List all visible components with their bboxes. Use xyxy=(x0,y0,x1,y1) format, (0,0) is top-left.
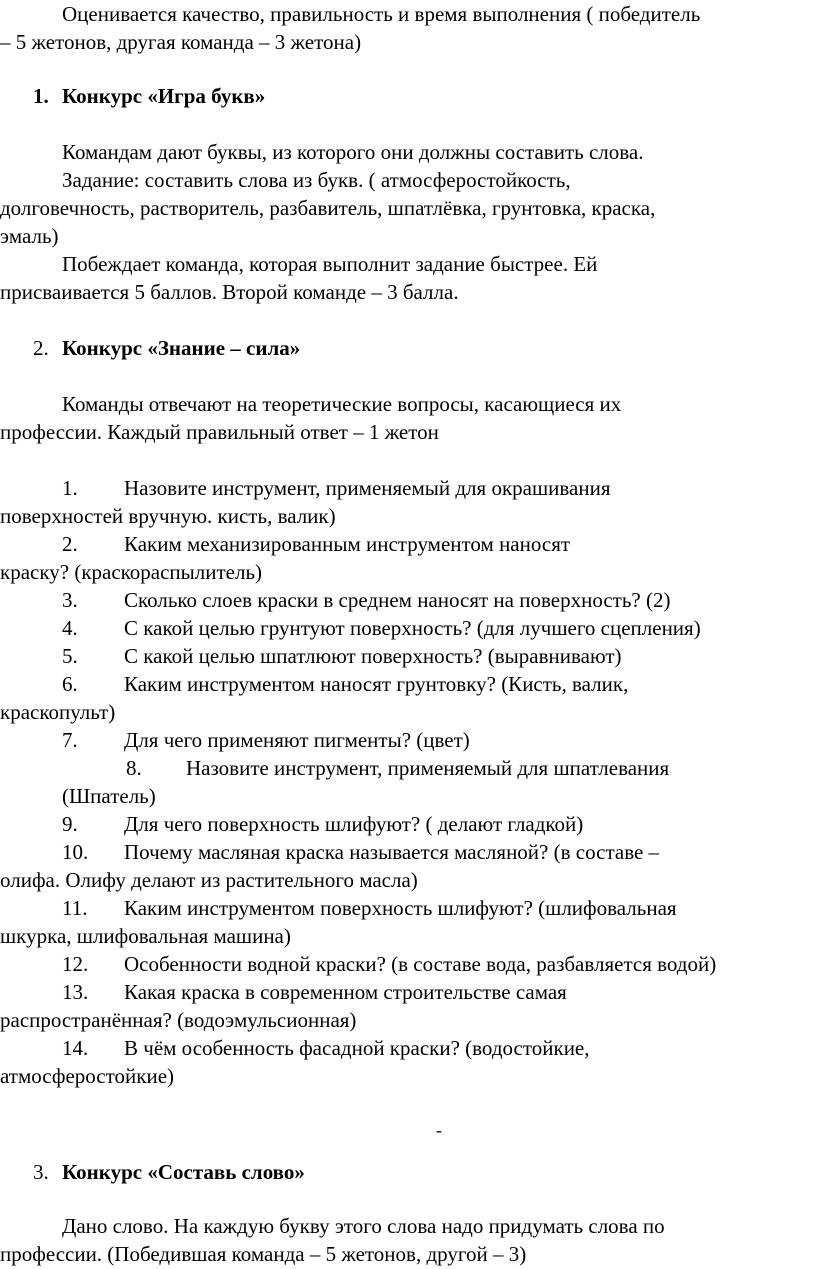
question-text-continued: поверхностей вручную. кисть, валик) xyxy=(0,504,336,528)
contest3-paragraph-line-2: профессии. (Победившая команда – 5 жетонов, другой – 3) xyxy=(0,1242,527,1266)
question-number: 2. xyxy=(62,532,78,556)
question-text: Особенности водной краски? (в составе вода, разбавляется водой) xyxy=(124,952,717,976)
contest3-number: 3. xyxy=(33,1160,49,1184)
question-text: Для чего применяют пигменты? (цвет) xyxy=(124,728,470,752)
question-number: 1. xyxy=(62,476,78,500)
contest3-paragraph-line-1: Дано слово. На каждую букву этого слова надо придумать слова по xyxy=(62,1214,665,1238)
question-text: С какой целью шпатлюют поверхность? (выравнивают) xyxy=(124,644,622,668)
question-text: Какая краска в современном строительстве самая xyxy=(124,980,567,1004)
question-text-continued: (Шпатель) xyxy=(62,784,156,808)
contest2-intro-line-2: профессии. Каждый правильный ответ – 1 жетон xyxy=(0,420,439,444)
question-text: Назовите инструмент, применяемый для шпатлевания xyxy=(186,756,670,780)
contest1-number: 1. xyxy=(33,84,49,108)
question-text-continued: олифа. Олифу делают из растительного масла) xyxy=(0,868,418,892)
contest1-winner-line-2: присваивается 5 баллов. Второй команде – 3 балла. xyxy=(0,280,459,304)
contest2-intro-line-1: Команды отвечают на теоретические вопросы, касающиеся их xyxy=(62,392,622,416)
contest1-task-line-1: Задание: составить слова из букв. ( атмосферостойкость, xyxy=(62,168,571,192)
question-text-continued: краску? (краскораспылитель) xyxy=(0,560,263,584)
question-number: 7. xyxy=(62,728,78,752)
question-number: 4. xyxy=(62,616,78,640)
question-number: 9. xyxy=(62,812,78,836)
separator-dash: - xyxy=(436,1120,442,1140)
contest1-title: Конкурс «Игра букв» xyxy=(62,84,266,108)
question-number: 5. xyxy=(62,644,78,668)
contest1-winner-line-1: Побеждает команда, которая выполнит задание быстрее. Ей xyxy=(62,252,598,276)
question-text: Каким инструментом наносят грунтовку? (Кисть, валик, xyxy=(124,672,629,696)
question-text: В чём особенность фасадной краски? (водостойкие, xyxy=(124,1036,590,1060)
contest3-title: Конкурс «Составь слово» xyxy=(62,1160,305,1184)
question-text: Сколько слоев краски в среднем наносят на поверхность? (2) xyxy=(124,588,671,612)
question-text-continued: краскопульт) xyxy=(0,700,116,724)
contest2-number: 2. xyxy=(33,336,49,360)
intro-line-2: – 5 жетонов, другая команда – 3 жетона) xyxy=(0,30,362,54)
question-text-continued: распространённая? (водоэмульсионная) xyxy=(0,1008,357,1032)
question-text: С какой целью грунтуют поверхность? (для лучшего сцепления) xyxy=(124,616,701,640)
question-number: 12. xyxy=(62,952,89,976)
contest1-task-line-3: эмаль) xyxy=(0,224,59,248)
question-number: 8. xyxy=(126,756,142,780)
question-text-continued: атмосферостойкие) xyxy=(0,1064,175,1088)
question-text: Почему масляная краска называется масляной? (в составе – xyxy=(124,840,660,864)
question-number: 11. xyxy=(62,896,88,920)
question-text-continued: шкурка, шлифовальная машина) xyxy=(0,924,291,948)
question-number: 10. xyxy=(62,840,89,864)
question-text: Каким механизированным инструментом наносят xyxy=(124,532,571,556)
intro-line-1: Оценивается качество, правильность и время выполнения ( победитель xyxy=(62,2,701,26)
contest1-task-line-2: долговечность, растворитель, разбавитель, шпатлёвка, грунтовка, краска, xyxy=(0,196,656,220)
question-text: Каким инструментом поверхность шлифуют? (шлифовальная xyxy=(124,896,677,920)
question-number: 3. xyxy=(62,588,78,612)
question-number: 14. xyxy=(62,1036,89,1060)
contest1-paragraph-1: Командам дают буквы, из которого они должны составить слова. xyxy=(62,140,644,164)
contest2-title: Конкурс «Знание – сила» xyxy=(62,336,301,360)
question-text: Назовите инструмент, применяемый для окрашивания xyxy=(124,476,611,500)
question-number: 6. xyxy=(62,672,78,696)
question-number: 13. xyxy=(62,980,89,1004)
question-text: Для чего поверхность шлифуют? ( делают гладкой) xyxy=(124,812,584,836)
